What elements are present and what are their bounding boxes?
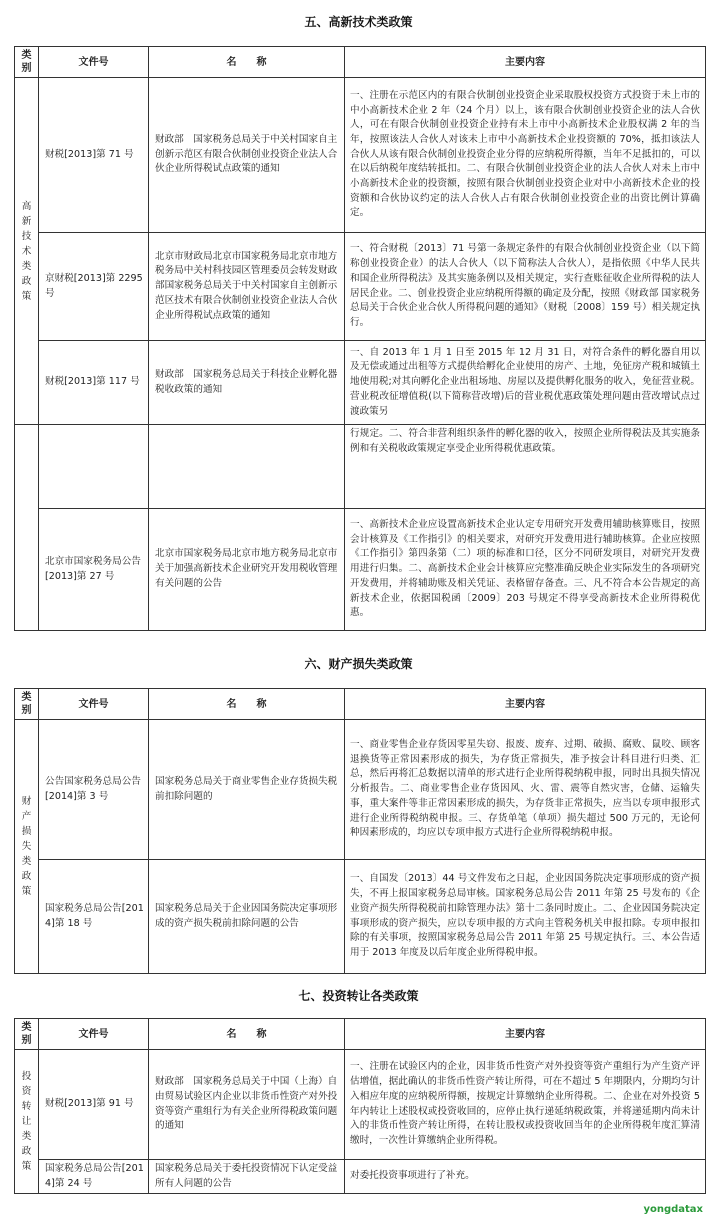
doc-number: 财税[2013]第 71 号 [39,78,149,233]
header-category: 类别 [15,47,39,78]
watermark-logo: yongdatax [643,1204,703,1215]
document-name: 财政部 国家税务总局关于中国（上海）自由贸易试验区内企业以非货币性资产对外投资等资产重组行为有关企业所得税政策问题的通知 [149,1050,345,1160]
section-title-investment: 七、投资转让各类政策 [298,989,419,1003]
header-name: 名 称 [149,1019,345,1050]
table-header-row [15,1019,706,1050]
table-row [15,509,706,631]
main-content: 一、商业零售企业存货因零星失窃、报废、废弃、过期、破损、腐败、鼠咬、顾客退换货等正常因素形成的损失，为存货正常损失，准予按会计科目进行归类、汇总，然后再将汇总数据以清单的形式进行企业所得税纳税申报，同时出具损失情况分析报告。二、商业零售企业存货因风、火、雷、震等自然灾害，仓储、运输失事，重大案件等非正常因素形成的损失，为存货非正常损失，应当以专项申报形式进行企业所得税纳税申报。三、存货单笔（单项）损失超过 500 万元的，无论何种因素形成的，均应以专项申报方式进行企业所得税纳税申报。 [345,720,706,860]
table-header-row [15,689,706,720]
main-content: 行规定。二、符合非营利组织条件的孵化器的收入，按照企业所得税法及其实施条例和有关税收政策规定享受企业所得税优惠政策。 [345,425,706,509]
document-name [149,425,345,509]
document-name: 国家税务总局关于委托投资情况下认定受益所有人问题的公告 [149,1160,345,1194]
table-row-continued [15,425,706,509]
category-cell [15,78,39,425]
main-content: 一、高新技术企业应设置高新技术企业认定专用研究开发费用辅助核算账目，按照会计核算及《工作指引》的相关要求，对研究开发费用进行辅助核算。企业应按照《工作指引》第四条第（二）项的标准和口径，区分不同研发项目，对研究开发费用进行归集。二、高新技术企业会计核算应完整准确反映企业实际发生的各项研究开发费用，并将辅助账及相关凭证、表格留存备查。三、凡不符合本公告规定的高新技术企业，依据国税函〔2009〕203 号规定不得享受高新技术企业所得税优惠。 [345,509,706,631]
table-row [15,1050,706,1160]
header-content: 主要内容 [345,47,706,78]
header-doc-no: 文件号 [39,47,149,78]
header-content: 主要内容 [345,689,706,720]
category-label: 投资转让类政策 [21,1071,32,1173]
main-content: 对委托投资事项进行了补充。 [345,1160,706,1194]
policy-table-investment [14,1018,706,1194]
main-content: 一、自 2013 年 1 月 1 日至 2015 年 12 月 31 日，对符合条件的孵化器自用以及无偿或通过出租等方式提供给孵化企业使用的房产、土地，免征房产税和城镇土地使用税;对其向孵化企业出租场地、房屋以及提供孵化服务的收入，免征营业税。营业税改征增值税(以下简称营改增)后的营业税优惠政策处理问题由营改增试点过渡政策另 [345,341,706,425]
main-content: 一、符合财税〔2013〕71 号第一条规定条件的有限合伙制创业投资企业（以下简称创业投资企业）的法人合伙人（以下简称法人合伙人），是指依照《中华人民共和国企业所得税法》及其实施条例以及相关规定，实行查账征收企业所得税的法人居民企业。二、创业投资企业应纳税所得额的确定及分配，按照《财政部 国家税务总局关于合伙企业合伙人所得税问题的通知》（财税〔2008〕159 号）相关规定执行。 [345,233,706,341]
table-row [15,860,706,974]
doc-number: 公告国家税务总局公告[2014]第 3 号 [39,720,149,860]
doc-number: 京财税[2013]第 2295 号 [39,233,149,341]
header-name: 名 称 [149,689,345,720]
main-content: 一、自国发〔2013〕44 号文件发布之日起，企业因国务院决定事项形成的资产损失，不再上报国家税务总局审核。国家税务总局公告 2011 年第 25 号发布的《企业资产损失所得税税前扣除管理办法》第十二条同时废止。二、企业因国务院决定事项形成的资产损失，应以专项申报的方式向主管税务机关申报扣除。专项申报扣除的有关事项，按照国家税务总局公告 2011 年第 25 号规定执行。三、本公告适用于 2013 年度及以后年度企业所得税申报。 [345,860,706,974]
header-doc-no: 文件号 [39,689,149,720]
table-row [15,720,706,860]
category-label: 高新技术类政策 [21,200,32,302]
table-row [15,341,706,425]
policy-table-hightech [14,46,706,631]
document-name: 国家税务总局关于企业因国务院决定事项形成的资产损失税前扣除问题的公告 [149,860,345,974]
category-label: 财产损失类政策 [21,796,32,897]
document-name: 财政部 国家税务总局关于科技企业孵化器税收政策的通知 [149,341,345,425]
table-row [15,1160,706,1194]
document-name: 财政部 国家税务总局关于中关村国家自主创新示范区有限合伙制创业投资企业法人合伙企业所得税试点政策的通知 [149,78,345,233]
document-name: 北京市财政局北京市国家税务局北京市地方税务局中关村科技园区管理委员会转发财政部国家税务总局关于中关村国家自主创新示范区技术有限合伙制创业投资企业法人合伙企业所得税试点政策的通知 [149,233,345,341]
section-title-property-loss: 六、财产损失类政策 [304,657,413,671]
header-category: 类别 [15,689,39,720]
doc-number [39,425,149,509]
header-name: 名 称 [149,47,345,78]
category-cell [15,1050,39,1194]
header-doc-no: 文件号 [39,1019,149,1050]
table-row [15,78,706,233]
doc-number: 北京市国家税务局公告[2013]第 27 号 [39,509,149,631]
header-content: 主要内容 [345,1019,706,1050]
doc-number: 财税[2013]第 91 号 [39,1050,149,1160]
table-header-row [15,47,706,78]
main-content: 一、注册在示范区内的有限合伙制创业投资企业采取股权投资方式投资于未上市的中小高新技术企业 2 年（24 个月）以上，该有限合伙制创业投资企业的法人合伙人，可在有限合伙制创业投资企业持有未上市中小高新技术企业股权满 2 年的当年，按照该法人合伙人对该未上市中小高新技术企业投资额的 70%，抵扣该法人合伙人从该有限合伙制创业投资企业分得的应纳税所得额，当年不足抵扣的，可以在以后纳税年度结转抵扣。二、有限合伙制创业投资企业的法人合伙人对未上市中小高新技术企业的投资额，按照有限合伙制创业投资企业对中小高新技术企业的投资额和合伙协议约定的法人合伙人占有限合伙制创业投资企业的出资比例计算确定。 [345,78,706,233]
main-content: 一、注册在试验区内的企业，因非货币性资产对外投资等资产重组行为产生资产评估增值，据此确认的非货币性资产转让所得，可在不超过 5 年期限内，分期均匀计入相应年度的应纳税所得额，按规定计算缴纳企业所得税。二、企业在对外投资 5 年内转让上述股权或投资收回的，应停止执行递延纳税政策，并将递延期内尚未计入的非货币性资产转让所得，在转让股权或投资收回当年的企业所得税年度汇算清缴时，一次性计算缴纳企业所得税。 [345,1050,706,1160]
document-name: 北京市国家税务局北京市地方税务局北京市关于加强高新技术企业研究开发用税收管理有关问题的公告 [149,509,345,631]
category-cell-continued [15,425,39,631]
policy-table-property-loss [14,688,706,974]
doc-number: 财税[2013]第 117 号 [39,341,149,425]
doc-number: 国家税务总局公告[2014]第 24 号 [39,1160,149,1194]
table-row [15,233,706,341]
doc-number: 国家税务总局公告[2014]第 18 号 [39,860,149,974]
document-name: 国家税务总局关于商业零售企业存货损失税前扣除问题的 [149,720,345,860]
category-cell [15,720,39,974]
section-title-hightech: 五、高新技术类政策 [304,15,413,29]
header-category: 类别 [15,1019,39,1050]
